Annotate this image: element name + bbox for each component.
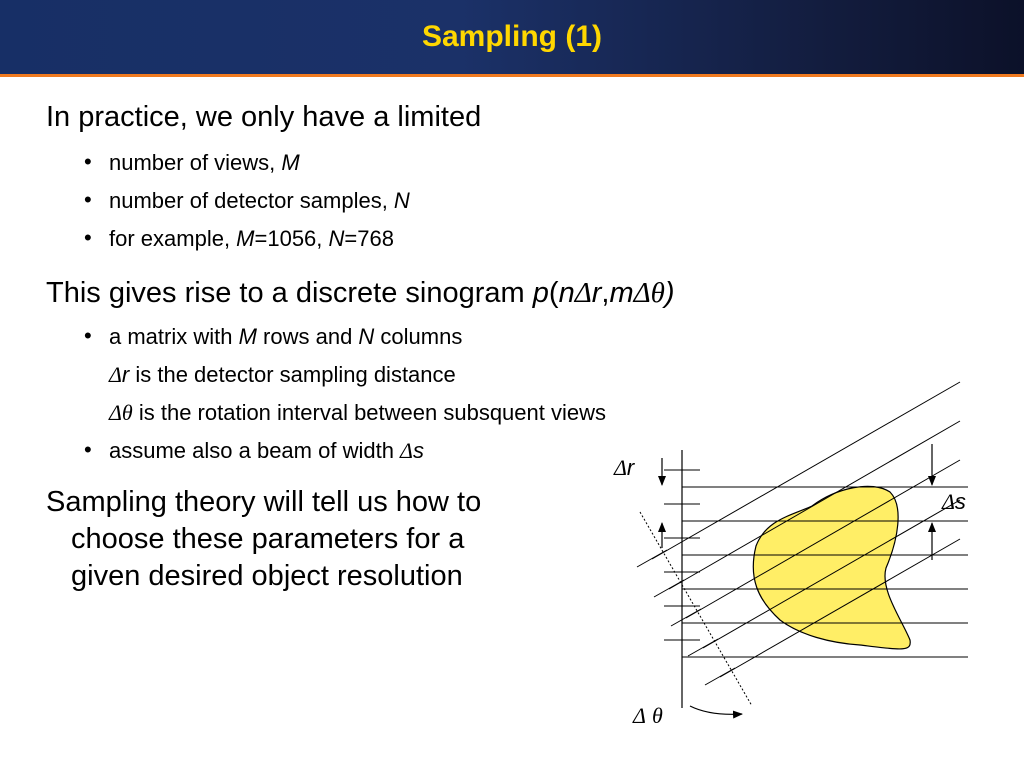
bullet-detector-samples: number of detector samples, N (109, 188, 410, 213)
section3-line-2: choose these parameters for a (71, 523, 465, 555)
bullet-views: number of views, M (109, 150, 300, 175)
bullet-dot: • (84, 187, 92, 212)
section3-line-1: Sampling theory will tell us how to (46, 486, 482, 518)
bullet-example: for example, M=1056, N=768 (109, 226, 394, 251)
bullet-dot: • (84, 225, 92, 250)
sub-delta-theta: Δθ is the rotation interval between subsquent views (109, 400, 607, 425)
label-delta-r: Δr (614, 455, 635, 480)
rotated-axis (640, 512, 752, 706)
sub-delta-r: Δr is the detector sampling distance (109, 362, 456, 387)
rotation-arrow (690, 706, 742, 714)
section1-heading: In practice, we only have a limited (46, 101, 482, 133)
section2-heading: This gives rise to a discrete sinogram p(nΔr,mΔθ) (46, 277, 675, 309)
bullet-beam-width: assume also a beam of width Δs (109, 438, 424, 463)
bullet-matrix: a matrix with M rows and N columns (109, 324, 463, 349)
label-delta-theta: Δ θ (633, 703, 663, 728)
bullet-dot: • (84, 437, 92, 462)
bullet-dot: • (84, 323, 92, 348)
label-delta-s: Δs (942, 489, 966, 514)
object-blob (753, 486, 910, 649)
bullet-dot: • (84, 149, 92, 174)
section3-line-3: given desired object resolution (71, 560, 463, 592)
slide-title: Sampling (1) (421, 20, 602, 53)
